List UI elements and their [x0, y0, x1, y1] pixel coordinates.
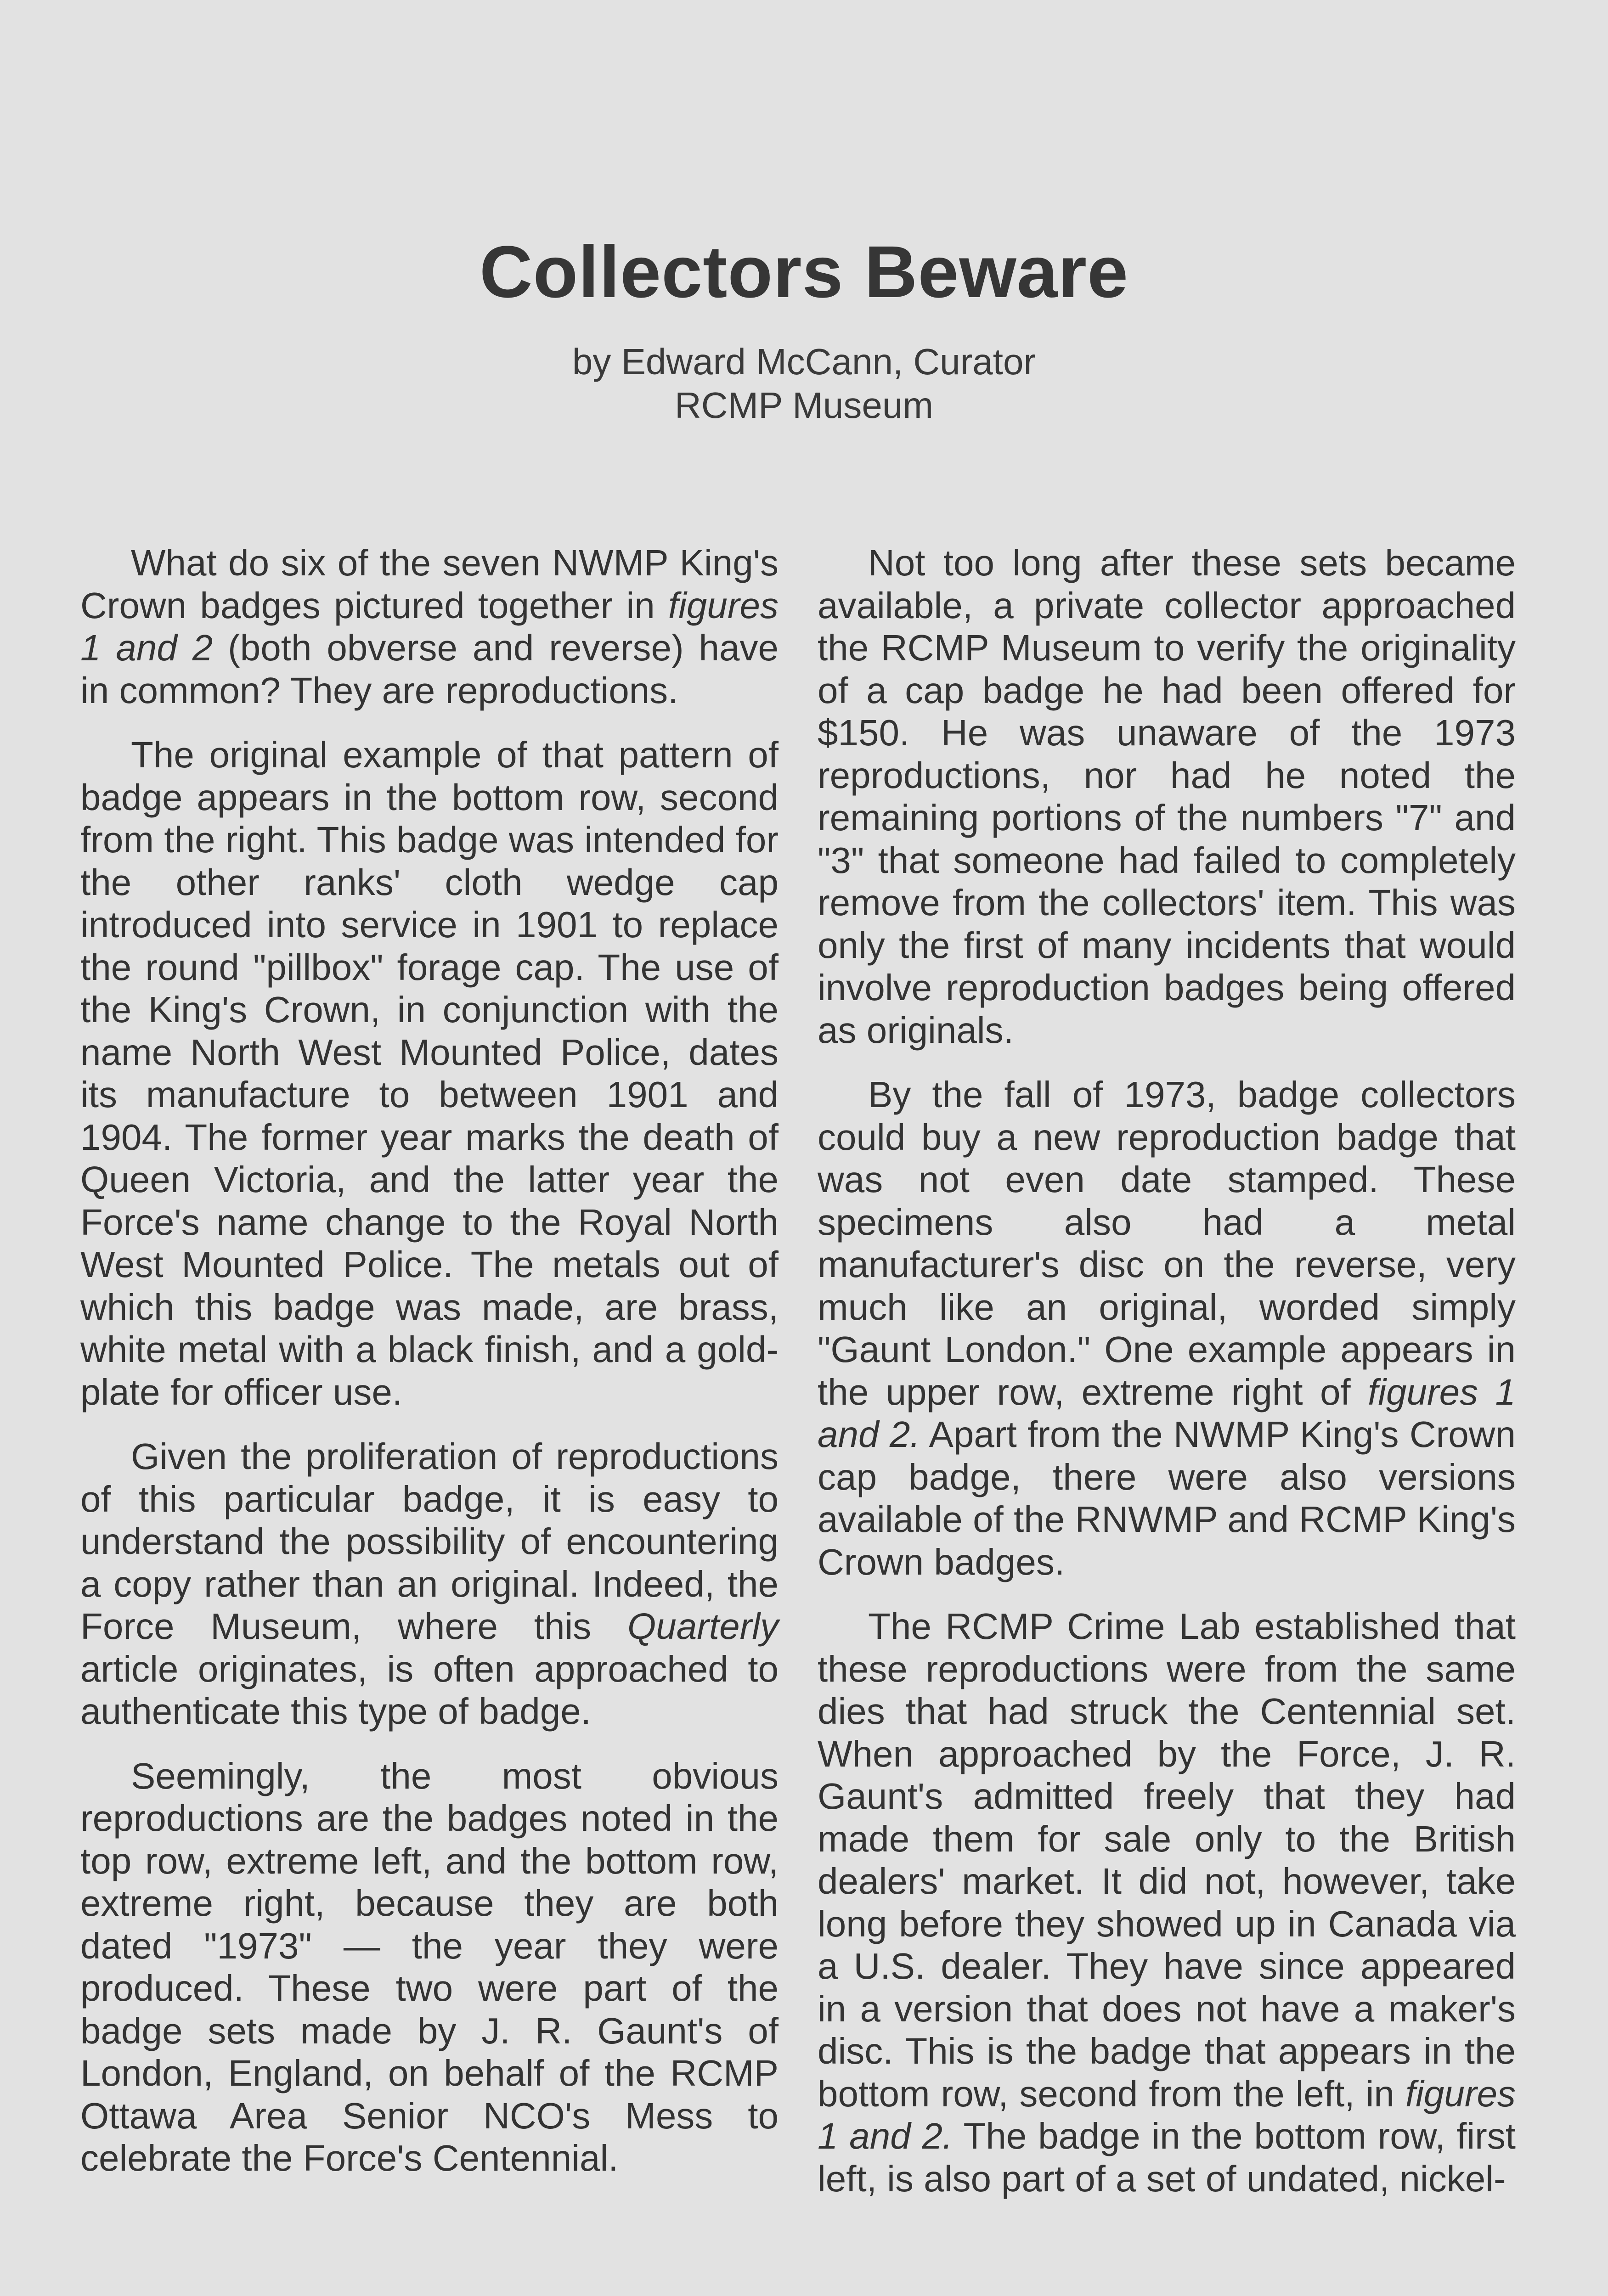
- text-run: article originates, is often approached to authenticate this type of badge.: [80, 1648, 779, 1732]
- body-paragraph: [818, 1074, 1516, 1583]
- body-paragraph: [80, 1755, 779, 2180]
- body-paragraph: [80, 1435, 779, 1733]
- text-run: By the fall of 1973, badge collectors could buy a new reproduction badge that was not even date stamped. These specimens also had a metal manufacturer's disc on the reverse, very much like an original, worded simply "Gaunt London." One example appears in the upper row, extreme right of: [818, 1074, 1516, 1412]
- italic-text: figures 1 and 2.: [818, 2073, 1516, 2156]
- text-run: The original example of that pattern of badge appears in the bottom row, second from the right. This badge was intended for the other ranks' cloth wedge cap introduced into service in 1901 to replace the round "pillbox" forage cap. The use of the King's Crown, in conjunction with the name North West Mounted Police, dates its manufacture to between 1901 and 1904. The former year marks the death of Queen Victoria, and the latter year the Force's name change to the Royal North West Mounted Police. The metals out of which this badge was made, are brass, white metal with a black finish, and a gold-plate for officer use.: [80, 734, 779, 1412]
- text-run: (both obverse and reverse) have in common? They are reproductions.: [80, 627, 779, 711]
- text-run: The badge in the bottom row, first left, is also part of a set of undated, nickel-: [818, 2116, 1516, 2199]
- italic-text: figures 1 and 2: [80, 585, 779, 668]
- italic-text: Quarterly: [627, 1606, 779, 1647]
- byline: [0, 340, 1608, 427]
- byline-author: by Edward McCann, Curator: [572, 341, 1036, 382]
- text-run: Seemingly, the most obvious reproductions are the badges noted in the top row, extreme left, and the bottom row, extreme right, because they are both dated "1973" — the year they were produced. These two were part of the badge sets made by J. R. Gaunt's of London, England, on behalf of the RCMP Ottawa Area Senior NCO's Mess to celebrate the Force's Centennial.: [80, 1755, 779, 2178]
- body-paragraph: [80, 734, 779, 1413]
- text-run: What do six of the seven NWMP King's Crown badges pictured together in: [80, 542, 779, 626]
- text-run: Not too long after these sets became available, a private collector approached the RCMP Museum to verify the originality of a cap badge he had been offered for $150. He was unaware of the 1973 reproductions, nor had he noted the remaining portions of the numbers "7" and "3" that someone had failed to completely remove from the collectors' item. This was only the first of many incidents that would involve reproduction badges being offered as originals.: [818, 542, 1516, 1051]
- left-column: [80, 542, 779, 2202]
- body-paragraph: [818, 1605, 1516, 2200]
- text-run: The RCMP Crime Lab established that these reproductions were from the same dies that had struck the Centennial set. When approached by the Force, J. R. Gaunt's admitted freely that they had made them for sale only to the British dealers' market. It did not, however, take long before they showed up in Canada via a U.S. dealer. They have since appeared in a version that does not have a maker's disc. This is the badge that appears in the bottom row, second from the left, in: [818, 1606, 1516, 2114]
- body-paragraph: [80, 542, 779, 712]
- right-column: [818, 542, 1516, 2222]
- text-run: Given the proliferation of reproductions of this particular badge, it is easy to understand the possibility of encountering a copy rather than an original. Indeed, the Force Museum, where this: [80, 1436, 779, 1647]
- text-run: Apart from the NWMP King's Crown cap badge, there were also versions available of the RNWMP and RCMP King's Crown badges.: [818, 1414, 1516, 1582]
- body-paragraph: [818, 542, 1516, 1052]
- byline-affiliation: RCMP Museum: [674, 385, 934, 426]
- italic-text: figures 1 and 2.: [818, 1371, 1516, 1455]
- article-title: Collectors Beware: [479, 231, 1129, 313]
